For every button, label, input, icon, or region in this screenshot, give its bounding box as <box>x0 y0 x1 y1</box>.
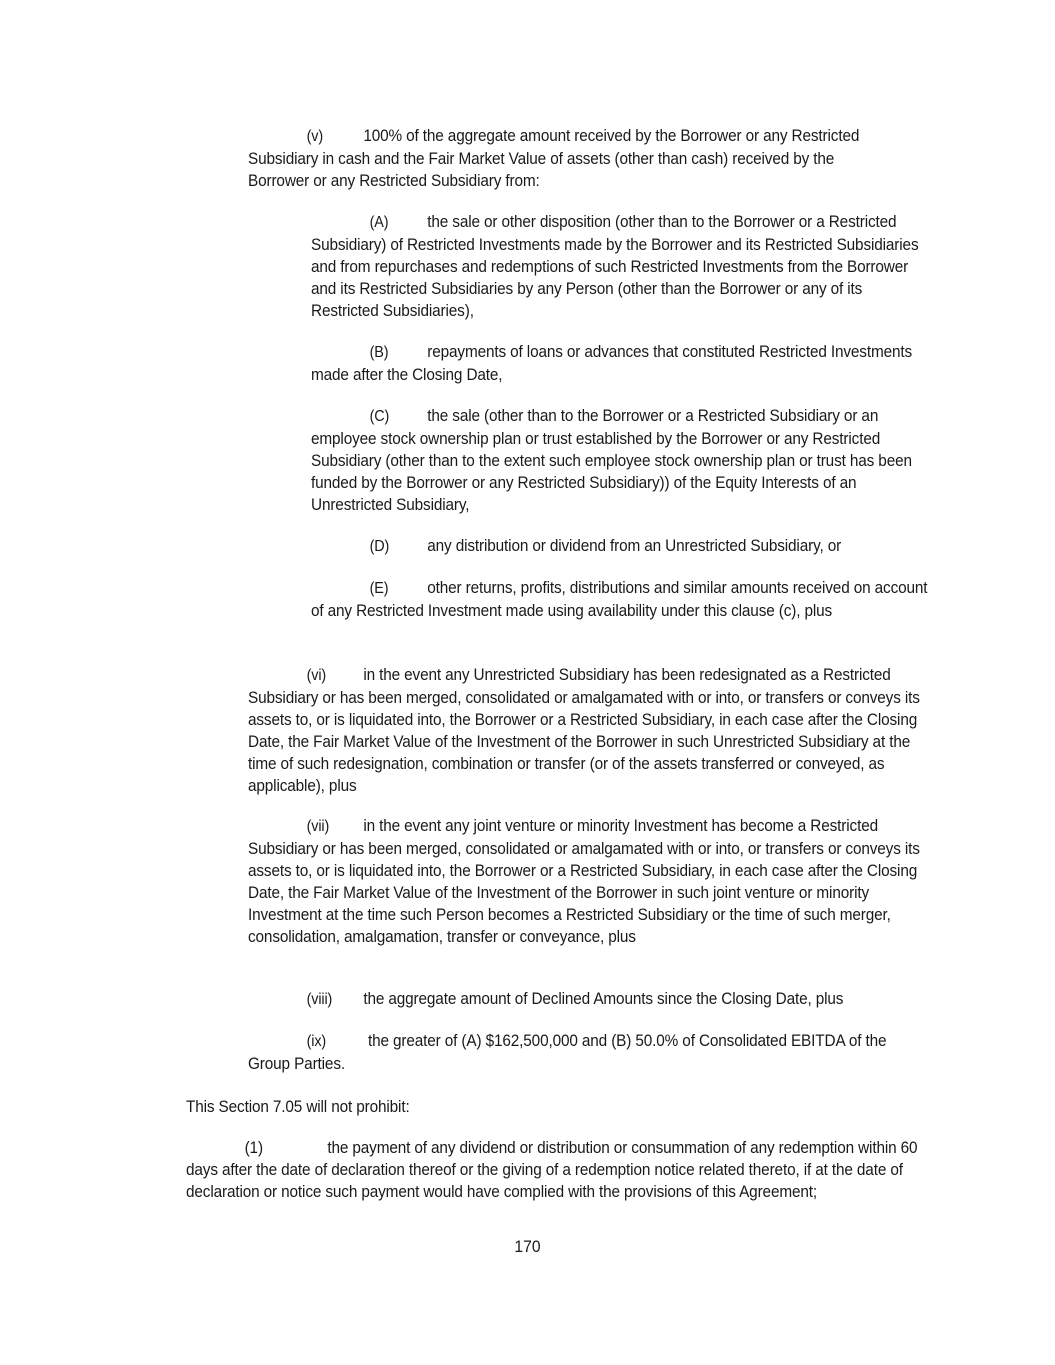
clause-text: in the event any joint venture or minority Investment has become a Restricted Subsidiary or has been merged, consolidated or amalgamated with or into, or transfers or conveys its assets to, or is liquidated into, the Borrower or a Restricted Subsidiary, in each case after the Closing Date, the Fair Market Value of the Investment of the Borrower in such joint venture or minority Investment at the time such Person becomes a Restricted Subsidiary or the time of such merger, consolidation, amalgamation, transfer or conveyance, plus <box>248 817 920 946</box>
clause-text: the greater of (A) $162,500,000 and (B) 50.0% of Consolidated EBITDA of the Group Parties. <box>248 1032 887 1073</box>
clause-text: the sale or other disposition (other than to the Borrower or a Restricted Subsidiary) of Restricted Investments made by the Borrower and its Restricted Subsidiaries and from repurchases and redemptions of such Restricted Investments from the Borrower and its Restricted Subsidiaries by any Person (other than the Borrower or any of its Restricted Subsidiaries), <box>311 213 919 320</box>
clause-A <box>311 211 929 322</box>
clause-ix <box>248 1030 890 1075</box>
section-intro: This Section 7.05 will not prohibit: <box>186 1098 410 1116</box>
clause-text: the payment of any dividend or distribution or consummation of any redemption within 60 days after the date of declaration thereof or the giving of a redemption notice related thereto, if at the date of declaration or notice such payment would have complied with the provisions of this Agreement; <box>186 1139 918 1201</box>
clause-text: the sale (other than to the Borrower or a Restricted Subsidiary or an employee stock ownership plan or trust established by the Borrower or any Restricted Subsidiary (other than to the extent such employee stock ownership plan or trust has been funded by the Borrower or any Restricted Subsidiary)) of the Equity Interests of an Unrestricted Subsidiary, <box>311 407 912 514</box>
clause-label: (1) <box>244 1139 263 1157</box>
clause-text: the aggregate amount of Declined Amounts since the Closing Date, plus <box>363 990 844 1008</box>
clause-vi <box>248 664 936 797</box>
page-number: 170 <box>514 1238 541 1256</box>
clause-label: (vi) <box>306 667 327 684</box>
clause-1 <box>186 1137 935 1203</box>
clause-text: in the event any Unrestricted Subsidiary has been redesignated as a Restricted Subsidiary or has been merged, consolidated or amalgamated with or into, or transfers or conveys its assets to, or is liquidated into, the Borrower or a Restricted Subsidiary, in each case after the Closing Date, the Fair Market Value of the Investment of the Borrower in such Unrestricted Subsidiary at the time of such redesignation, combination or transfer (or of the assets transferred or conveyed, as applicable), plus <box>248 666 920 795</box>
clause-C <box>311 405 929 516</box>
clause-label: (vii) <box>306 818 330 835</box>
clause-B <box>311 341 929 386</box>
clause-text: 100% of the aggregate amount received by the Borrower or any Restricted Subsidiary in cash and the Fair Market Value of assets (other than cash) received by the Borrower or any Restricted Subsidiary from: <box>248 127 860 190</box>
clause-text: other returns, profits, distributions and similar amounts received on account of any Restricted Investment made using availability under this clause (c), plus <box>311 579 928 620</box>
clause-E <box>311 577 943 622</box>
clause-text: repayments of loans or advances that constituted Restricted Investments made after the Closing Date, <box>311 343 913 384</box>
clause-label: (v) <box>306 128 323 145</box>
clause-label: (A) <box>369 214 389 231</box>
clause-label: (B) <box>369 344 389 361</box>
clause-label: (E) <box>369 580 389 597</box>
clause-vii <box>248 815 936 948</box>
clause-D <box>311 535 929 558</box>
clause-viii <box>248 988 936 1011</box>
clause-text: any distribution or dividend from an Unrestricted Subsidiary, or <box>427 537 842 555</box>
clause-label: (D) <box>369 538 390 555</box>
clause-label: (viii) <box>306 991 333 1008</box>
clause-label: (ix) <box>306 1033 327 1050</box>
clause-label: (C) <box>369 408 390 425</box>
clause-v <box>248 125 890 192</box>
